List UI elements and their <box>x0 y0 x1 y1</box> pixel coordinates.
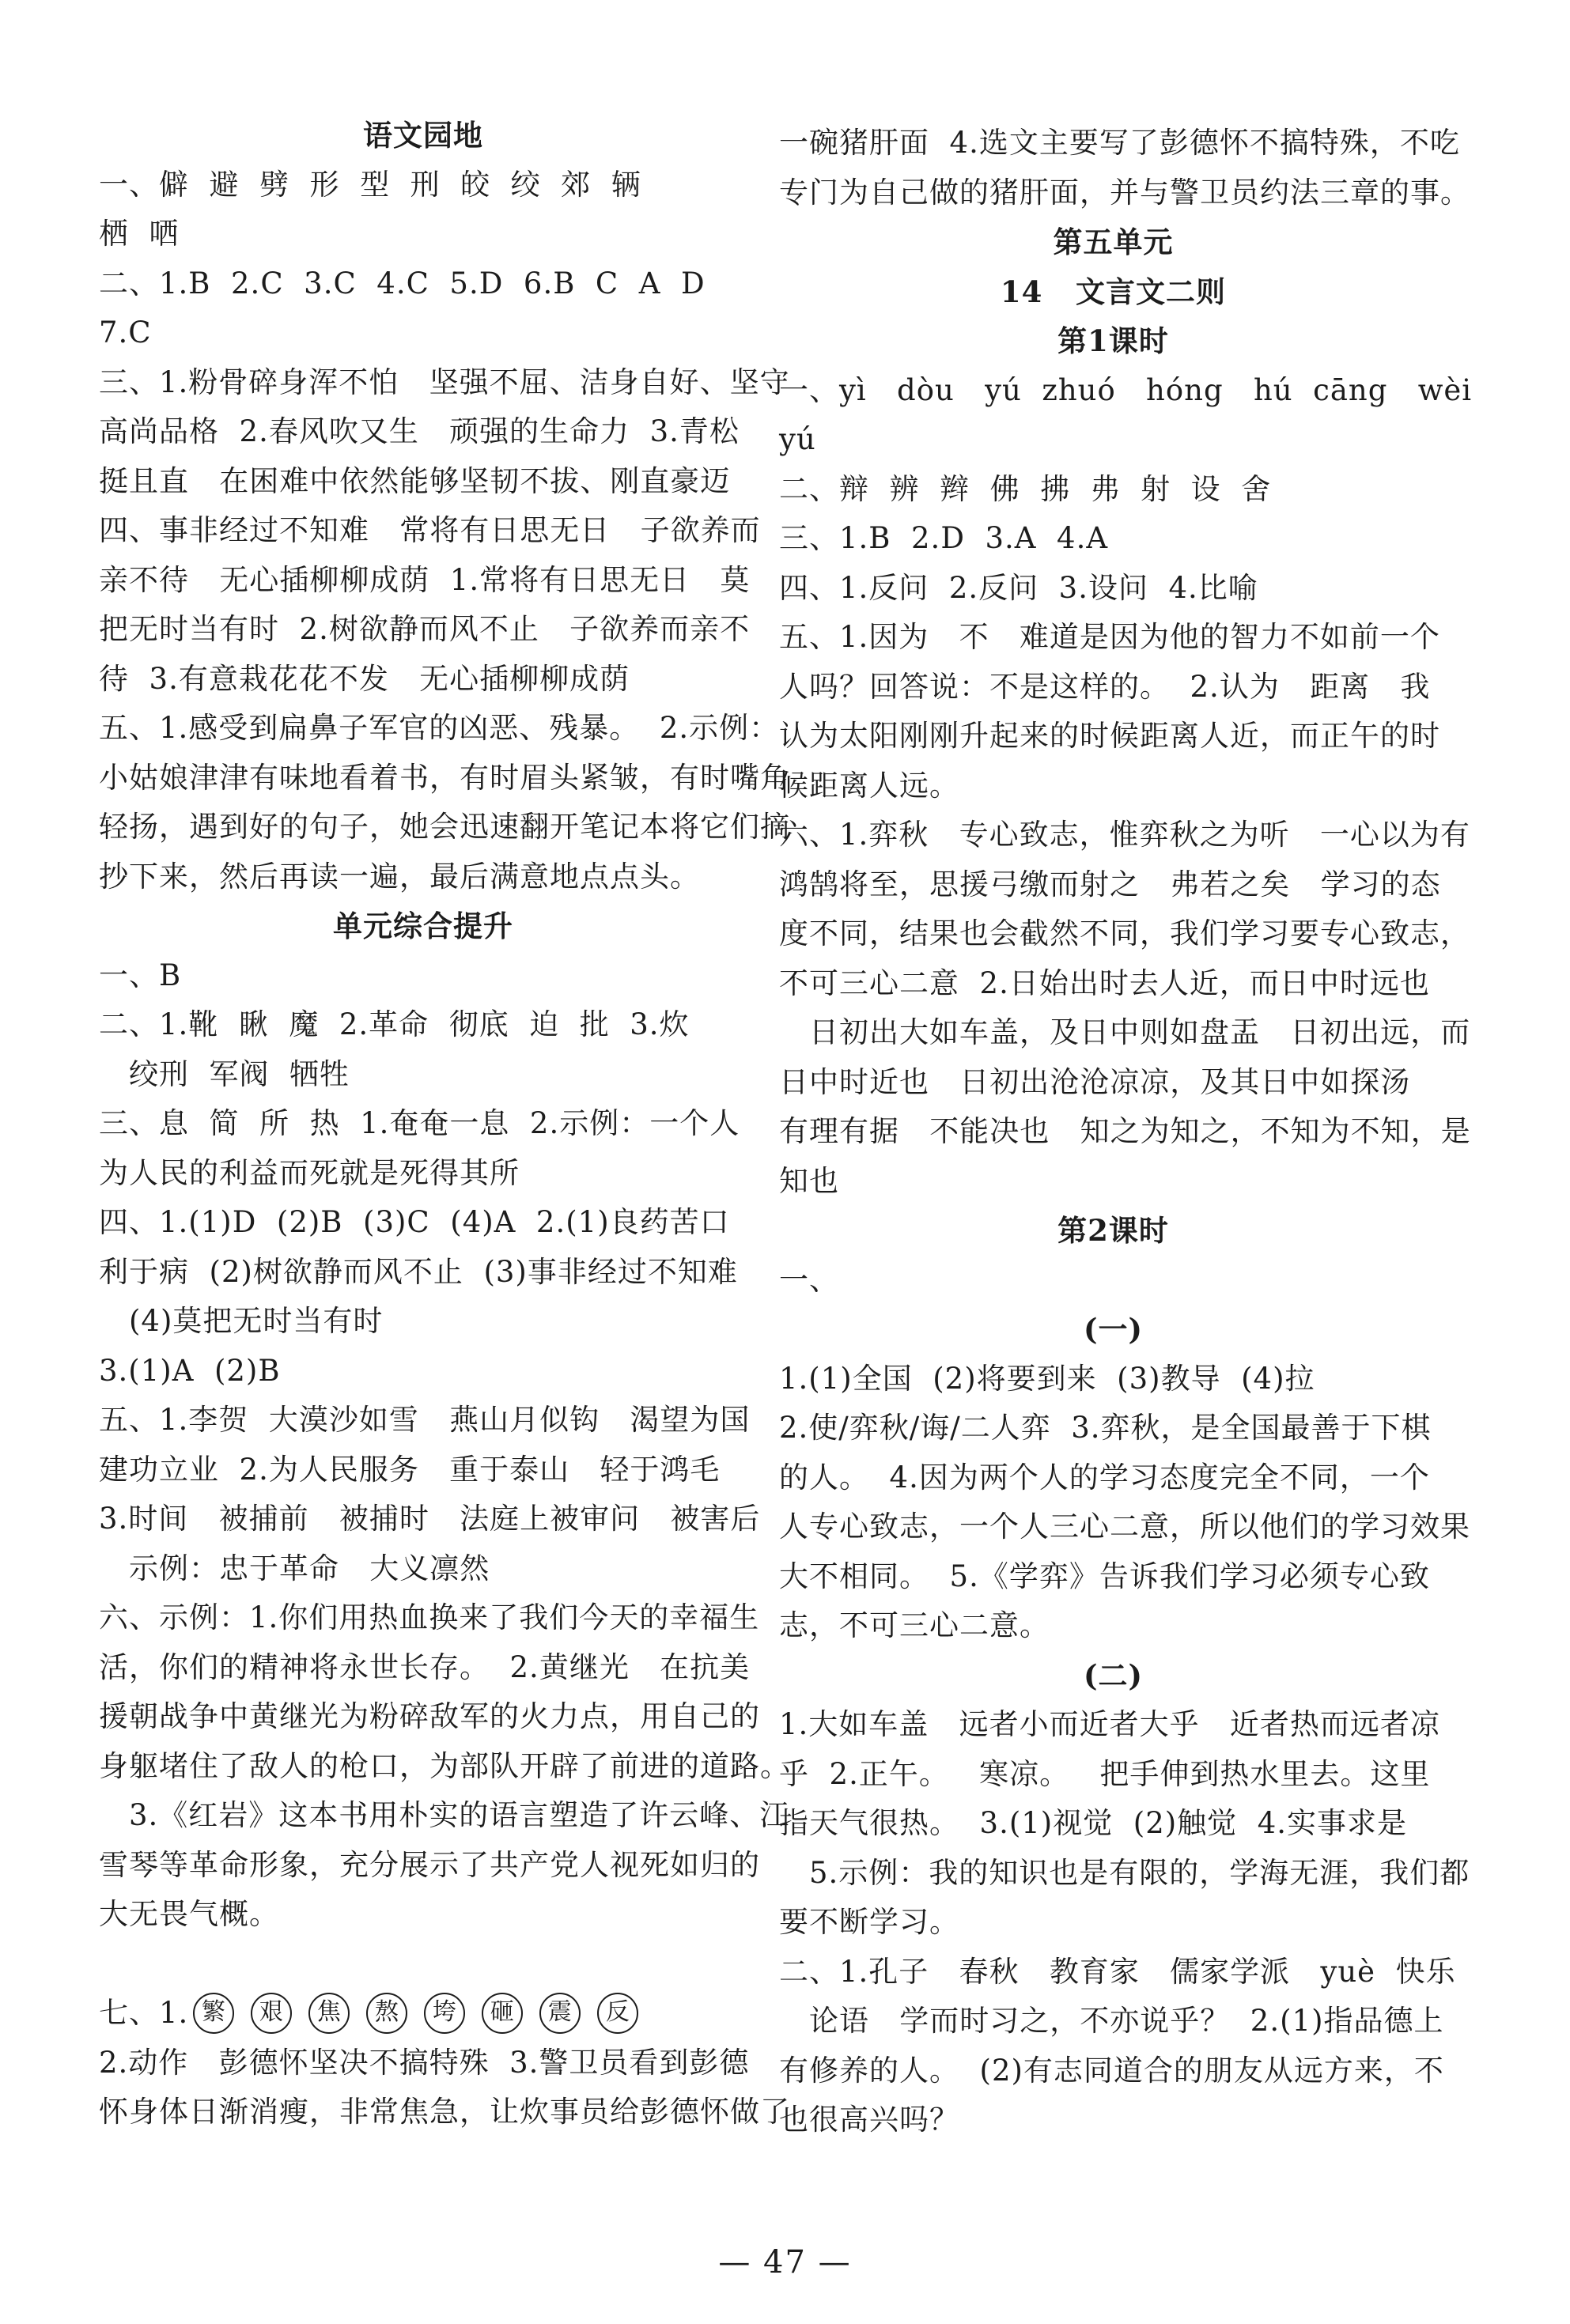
section-heading: 第2课时 <box>1057 1213 1169 1248</box>
text-line: 四、1.(1)D (2)B (3)C (4)A 2.(1)良药苦口 <box>99 1205 730 1239</box>
text-line: 论语 学而时习之，不亦说乎？ 2.(1)指品德上 <box>809 2004 1444 2038</box>
right-column <box>779 119 1473 2145</box>
text-line: 二、1.靴 瞅 魔 2.革命 彻底 迫 批 3.炊 <box>99 1007 690 1041</box>
section-heading: (二) <box>1083 1657 1143 1693</box>
text-line: 日初出大如车盖，及日中则如盘盂 日初出远，而 <box>809 1015 1471 1049</box>
text-line: 二、1.孔子 春秋 教育家 儒家学派 yuè 快乐 <box>779 1954 1456 1989</box>
text-line: 二、1.B 2.C 3.C 4.C 5.D 6.B C A D <box>99 266 706 300</box>
text-line: yú <box>779 422 816 456</box>
text-line: 有修养的人。 (2)有志同道合的朋友从远方来，不 <box>779 2053 1444 2088</box>
text-line: 把无时当有时 2.树欲静而风不止 子欲养而亲不 <box>99 612 751 646</box>
text-line: 小姑娘津津有味地看着书，有时眉头紧皱，有时嘴角 <box>99 760 790 795</box>
text-line: 一、 <box>779 1262 839 1297</box>
text-line: 为人民的利益而死就是死得其所 <box>99 1155 520 1190</box>
text-line: 示例：忠于革命 大义凛然 <box>129 1551 490 1585</box>
text-line: 四、事非经过不知难 常将有日思无日 子欲养而 <box>99 513 761 547</box>
text-line: 六、1.弈秋 专心致志，惟弈秋之为听 一心以为有 <box>779 818 1470 852</box>
text-line: 的人。 4.因为两个人的学习态度完全不同，一个 <box>779 1460 1430 1495</box>
text-line: 一碗猪肝面 4.选文主要写了彭德怀不搞特殊，不吃 <box>779 126 1460 160</box>
text-line: 2.使/弈秋/诲/二人弈 3.弈秋，是全国最善于下棋 <box>779 1411 1432 1445</box>
circled-character: 砸 <box>482 1993 523 2034</box>
text-line: 3.《红岩》这本书用朴实的语言塑造了许云峰、江 <box>129 1798 790 1832</box>
text-line: 3.(1)A (2)B <box>99 1353 281 1388</box>
text-line: 高尚品格 2.春风吹又生 顽强的生命力 3.青松 <box>99 414 740 448</box>
text-line: 不可三心二意 2.日始出时去人近，而日中时远也 <box>779 965 1430 1000</box>
text-line: 五、1.因为 不 难道是因为他的智力不如前一个 <box>779 620 1440 654</box>
circled-character: 熬 <box>366 1993 407 2034</box>
section-heading: (一) <box>1083 1312 1143 1347</box>
text-line: 人专心致志，一个人三心二意，所以他们的学习效果 <box>779 1510 1470 1544</box>
circled-character: 震 <box>539 1993 581 2034</box>
text-line: 指天气很热。 3.(1)视觉 (2)触觉 4.实事求是 <box>779 1806 1407 1840</box>
circled-character: 焦 <box>308 1993 350 2034</box>
left-column <box>99 111 790 2137</box>
text-line: 人吗？回答说：不是这样的。 2.认为 距离 我 <box>779 669 1431 704</box>
text-line: 二、辩 辨 辫 佛 拂 弗 射 设 舍 <box>779 471 1272 506</box>
text-line: 三、1.粉骨碎身浑不怕 坚强不屈、洁身自好、坚守 <box>99 365 790 399</box>
text-line: 日中时近也 日初出沧沧凉凉，及其日中如探汤 <box>779 1064 1411 1099</box>
circled-character: 反 <box>597 1993 638 2034</box>
section-heading: 14 文言文二则 <box>1000 274 1227 309</box>
text-line: 要不断学习。 <box>779 1905 959 1939</box>
text-line: 六、示例：1.你们用热血换来了我们今天的幸福生 <box>99 1600 760 1634</box>
text-line: 有理有据 不能决也 知之为知之，不知为不知，是 <box>779 1114 1471 1148</box>
text-line: 绞刑 军阀 牺牲 <box>129 1056 350 1091</box>
text-line: 援朝战争中黄继光为粉碎敌军的火力点，用自己的 <box>99 1699 760 1733</box>
text-line: 五、1.李贺 大漠沙如雪 燕山月似钩 渴望为国 <box>99 1403 751 1437</box>
text-line: 活，你们的精神将永世长存。 2.黄继光 在抗美 <box>99 1649 751 1684</box>
section-heading: 单元综合提升 <box>333 909 513 943</box>
text-line: 也很高兴吗？ <box>779 2103 959 2137</box>
text-line: 1.(1)全国 (2)将要到来 (3)教导 (4)拉 <box>779 1361 1315 1396</box>
text-line: 一、B <box>99 958 182 992</box>
text-line: 四、1.反问 2.反问 3.设问 4.比喻 <box>779 570 1258 605</box>
text-line: 身躯堵住了敌人的枪口，为部队开辟了前进的道路。 <box>99 1748 790 1783</box>
text-line: 乎 2.正午。 寒凉。 把手伸到热水里去。这里 <box>779 1756 1431 1791</box>
text-line: 利于病 (2)树欲静而风不止 (3)事非经过不知难 <box>99 1254 738 1289</box>
text-line: 1.大如车盖 远者小而近者大乎 近者热而远者凉 <box>779 1707 1440 1741</box>
question-prefix: 七、1. <box>99 1996 189 2030</box>
text-line: 抄下来，然后再读一遍，最后满意地点点头。 <box>99 859 700 894</box>
text-line: 一、yì dòu yú zhuó hóng hú cāng wèi <box>779 372 1473 407</box>
circled-character: 艰 <box>251 1993 292 2034</box>
text-line: 轻扬，遇到好的句子，她会迅速翻开笔记本将它们摘 <box>99 810 790 844</box>
text-line: 待 3.有意栽花花不发 无心插柳柳成荫 <box>99 661 630 696</box>
text-line: 五、1.感受到扁鼻子军官的凶恶、残暴。 2.示例： <box>99 711 780 745</box>
text-line: 亲不待 无心插柳柳成荫 1.常将有日思无日 莫 <box>99 562 751 597</box>
section-heading: 第1课时 <box>1057 323 1169 358</box>
text-line: 志，不可三心二意。 <box>779 1608 1050 1642</box>
text-line: 大不相同。 5.《学弈》告诉我们学习必须专心致 <box>779 1559 1430 1593</box>
text-line: 三、息 简 所 热 1.奄奄一息 2.示例：一个人 <box>99 1106 740 1140</box>
text-line: 鸿鹄将至，思援弓缴而射之 弗若之矣 学习的态 <box>779 867 1441 901</box>
text-line: 认为太阳刚刚升起来的时候距离人近，而正午的时 <box>779 719 1440 753</box>
circled-character: 垮 <box>424 1993 465 2034</box>
circled-character: 繁 <box>193 1993 234 2034</box>
text-line: 一、僻 避 劈 形 型 刑 皎 绞 郊 辆 <box>99 167 641 202</box>
blank-line <box>99 1940 747 1990</box>
text-line: 候距离人远。 <box>779 768 959 803</box>
circled-answer-row <box>99 1989 747 2039</box>
text-line: 7.C <box>99 316 152 350</box>
text-line: 度不同，结果也会截然不同，我们学习要专心致志， <box>779 916 1470 950</box>
text-line: (4)莫把无时当有时 <box>129 1304 384 1338</box>
text-line: 怀身体日渐消瘦，非常焦急，让炊事员给彭德怀做了 <box>99 2095 790 2129</box>
section-heading: 语文园地 <box>363 118 483 153</box>
text-line: 雪琴等革命形象，充分展示了共产党人视死如归的 <box>99 1847 760 1882</box>
text-line: 5.示例：我的知识也是有限的，学海无涯，我们都 <box>809 1855 1470 1890</box>
text-line: 知也 <box>779 1163 839 1198</box>
text-line: 三、1.B 2.D 3.A 4.A <box>779 521 1109 555</box>
text-line: 建功立业 2.为人民服务 重于泰山 轻于鸿毛 <box>99 1452 721 1487</box>
text-line: 专门为自己做的猪肝面，并与警卫员约法三章的事。 <box>779 175 1470 210</box>
text-line: 栖 哂 <box>99 217 180 251</box>
section-heading: 第五单元 <box>1053 225 1174 259</box>
page-number: — 47 — <box>718 2244 852 2281</box>
text-line: 挺且直 在困难中依然能够坚韧不拔、刚直豪迈 <box>99 463 731 498</box>
text-line: 2.动作 彭德怀坚决不搞特殊 3.警卫员看到彭德 <box>99 2045 750 2080</box>
text-line: 大无畏气概。 <box>99 1897 279 1931</box>
text-line: 3.时间 被捕前 被捕时 法庭上被审问 被害后 <box>99 1502 761 1536</box>
